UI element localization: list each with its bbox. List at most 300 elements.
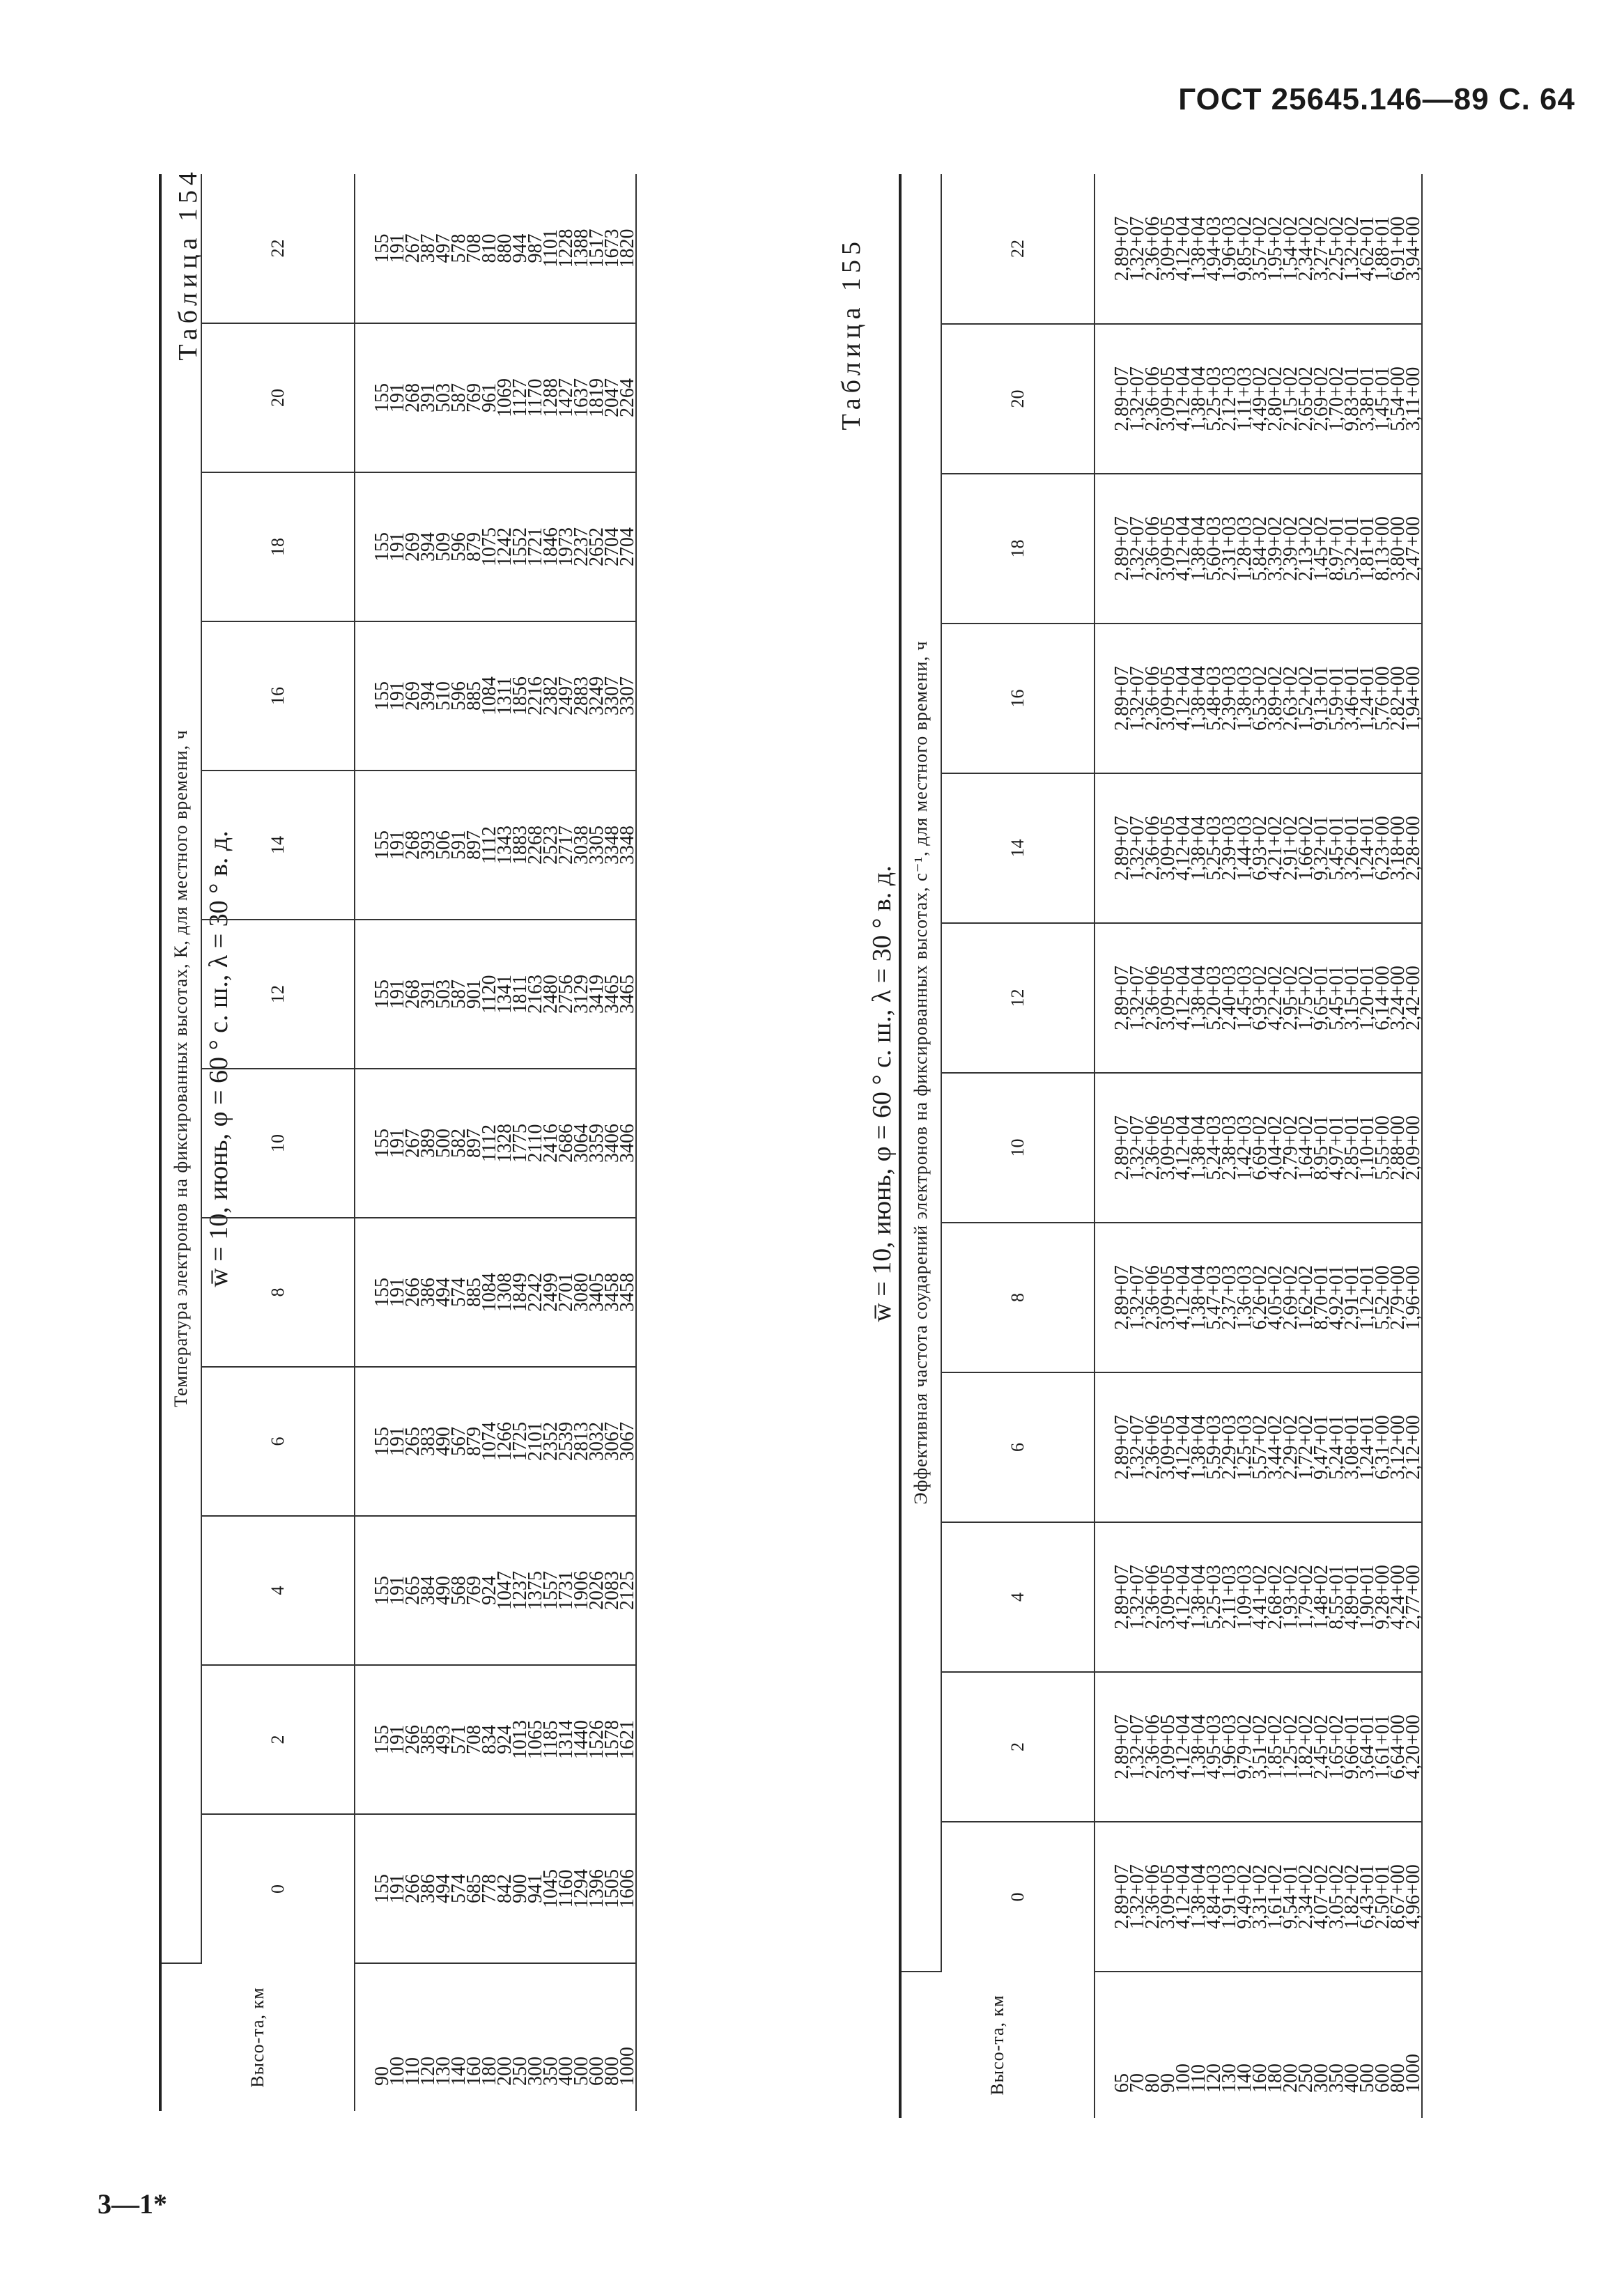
table-cell: 4,12+04 xyxy=(1173,816,1194,881)
table-cell: 3249 xyxy=(586,676,608,715)
table-cell: 191 xyxy=(387,1576,408,1605)
table-cell: 1,38+04 xyxy=(1188,1864,1209,1929)
table-cell: 2,36+06 xyxy=(1142,1115,1163,1180)
altitude-value: 120 xyxy=(417,2057,439,2086)
table-cell: 9,47+01 xyxy=(1310,1415,1332,1480)
table-cell: 2110 xyxy=(525,1124,546,1163)
hour-header: 12 xyxy=(201,920,355,1069)
table-cell: 9,49+02 xyxy=(1234,1864,1255,1929)
table-cell: 3,94+00 xyxy=(1402,216,1424,281)
table-cell: 3,09+05 xyxy=(1157,516,1179,581)
table-cell: 4,12+04 xyxy=(1173,1115,1194,1180)
table-cell: 2756 xyxy=(555,975,577,1014)
table-cell: 2,89+07 xyxy=(1111,1265,1133,1330)
table-cell: 4,96+00 xyxy=(1402,1864,1424,1929)
altitude-value: 250 xyxy=(1295,2064,1317,2093)
hour-header: 0 xyxy=(941,1822,1095,1972)
table-cell: 2,89+07 xyxy=(1111,1115,1133,1180)
table-cell: 1,25+03 xyxy=(1234,1415,1255,1480)
table-cell: 1,32+07 xyxy=(1127,216,1148,281)
table-cell: 1,32+07 xyxy=(1127,816,1148,881)
table-cell: 3458 xyxy=(617,1273,638,1312)
table-cell: 1069 xyxy=(494,378,516,417)
table-cell: 3,27+02 xyxy=(1310,216,1332,281)
table-cell: 2,28+00 xyxy=(1402,816,1424,881)
table-cell: 1846 xyxy=(540,527,562,566)
value-column xyxy=(1095,1073,1422,1223)
table-cell: 2416 xyxy=(540,1124,562,1163)
table-cell: 924 xyxy=(479,1576,500,1605)
altitude-value: 180 xyxy=(1265,2064,1286,2093)
table-cell: 2,31+03 xyxy=(1219,516,1240,581)
table-cell: 2264 xyxy=(617,378,638,417)
table-cell: 1,38+04 xyxy=(1188,816,1209,881)
altitude-value: 180 xyxy=(479,2057,500,2086)
table-cell: 1,79+02 xyxy=(1295,1565,1317,1629)
table-cell: 4,24+00 xyxy=(1387,1565,1409,1629)
table-154 xyxy=(159,174,637,2111)
table-cell: 1849 xyxy=(509,1273,531,1312)
table-cell: 3348 xyxy=(617,826,638,865)
altitude-value: 160 xyxy=(1249,2064,1271,2093)
altitude-value: 90 xyxy=(371,2066,393,2086)
table-cell: 9,83+01 xyxy=(1341,366,1363,431)
table-cell: 2268 xyxy=(525,826,546,865)
table-cell: 3,09+05 xyxy=(1157,366,1179,431)
table-cell: 1074 xyxy=(479,1422,500,1461)
altitude-value: 350 xyxy=(1326,2064,1347,2093)
table-cell: 1237 xyxy=(509,1571,531,1610)
table-cell: 1,38+04 xyxy=(1188,1415,1209,1480)
table-cell: 3038 xyxy=(571,826,592,865)
table-cell: 1526 xyxy=(586,1720,608,1759)
table-cell: 1,95+02 xyxy=(1265,216,1286,281)
table-cell: 3,51+02 xyxy=(1249,1714,1271,1779)
table-cell: 1328 xyxy=(494,1124,516,1163)
table-cell: 191 xyxy=(387,1427,408,1456)
table-cell: 1819 xyxy=(586,378,608,417)
table-cell: 155 xyxy=(371,1874,393,1903)
table-cell: 389 xyxy=(417,1129,439,1158)
table-cell: 1,90+01 xyxy=(1356,1565,1378,1629)
table-cell: 9,13+01 xyxy=(1310,666,1332,731)
table-cell: 897 xyxy=(463,830,485,860)
table-cell: 2,15+02 xyxy=(1280,366,1301,431)
table-cell: 3032 xyxy=(586,1422,608,1461)
table-cell: 3067 xyxy=(601,1422,623,1461)
table-cell: 1,45+02 xyxy=(1310,516,1332,581)
table-cell: 879 xyxy=(463,1427,485,1456)
table-cell: 2163 xyxy=(525,975,546,1014)
table-cell: 3,89+02 xyxy=(1265,666,1286,731)
table-cell: 3,09+05 xyxy=(1157,1714,1179,1779)
table-cell: 1,61+02 xyxy=(1265,1864,1286,1929)
table-cell: 4,07+02 xyxy=(1310,1864,1332,1929)
altitude-value: 70 xyxy=(1127,2073,1148,2093)
table-cell: 1,32+02 xyxy=(1341,216,1363,281)
hour-header: 22 xyxy=(201,174,355,323)
hour-header: 20 xyxy=(201,323,355,472)
table-cell: 4,12+04 xyxy=(1173,666,1194,731)
table-cell: 5,32+01 xyxy=(1341,516,1363,581)
table-cell: 879 xyxy=(463,532,485,562)
table-cell: 1505 xyxy=(601,1869,623,1908)
table-cell: 2,29+02 xyxy=(1280,1415,1301,1480)
table-cell: 2,91+02 xyxy=(1280,816,1301,881)
table-cell: 1242 xyxy=(494,527,516,566)
table-cell: 2,36+06 xyxy=(1142,966,1163,1030)
table-cell: 394 xyxy=(417,681,439,711)
table-cell: 1,12+01 xyxy=(1356,1265,1378,1330)
table-cell: 1,25+02 xyxy=(1280,1714,1301,1779)
table-cell: 386 xyxy=(417,1278,439,1307)
table-cell: 9,54+01 xyxy=(1280,1864,1301,1929)
table-cell: 2883 xyxy=(571,676,592,715)
table-cell: 1047 xyxy=(494,1571,516,1610)
table-cell: 4,12+04 xyxy=(1173,1415,1194,1480)
table-cell: 1673 xyxy=(601,229,623,268)
value-column xyxy=(355,1665,636,1814)
altitude-value: 600 xyxy=(586,2057,608,2086)
table-cell: 5,57+02 xyxy=(1249,1415,1271,1480)
value-column xyxy=(355,621,636,771)
table-cell: 155 xyxy=(371,1576,393,1605)
hour-header: 14 xyxy=(201,771,355,920)
altitude-value: 1000 xyxy=(1402,2054,1424,2093)
altitude-value: 1000 xyxy=(617,2047,638,2086)
hour-header: 16 xyxy=(941,624,1095,773)
table-cell: 3,09+05 xyxy=(1157,216,1179,281)
table-cell: 1883 xyxy=(509,826,531,865)
table-cell: 5,47+03 xyxy=(1203,1265,1225,1330)
table-cell: 2,63+02 xyxy=(1280,666,1301,731)
table-cell: 4,12+04 xyxy=(1173,1265,1194,1330)
table-cell: 5,84+02 xyxy=(1249,516,1271,581)
table-cell: 1,96+00 xyxy=(1402,1265,1424,1330)
value-column xyxy=(1095,624,1422,773)
table-cell: 1045 xyxy=(540,1869,562,1908)
table-cell: 842 xyxy=(494,1874,516,1903)
table-cell: 4,97+01 xyxy=(1326,1115,1347,1180)
table-154-block xyxy=(159,174,637,2111)
table-cell: 2,85+01 xyxy=(1341,1115,1363,1180)
table-cell: 2,79+00 xyxy=(1387,1265,1409,1330)
table-cell: 4,21+02 xyxy=(1265,816,1286,881)
table-cell: 268 xyxy=(402,383,424,412)
table-cell: 2237 xyxy=(571,527,592,566)
table-cell: 3,46+01 xyxy=(1341,666,1363,731)
table-cell: 2,12+00 xyxy=(1402,1415,1424,1480)
value-column xyxy=(1095,324,1422,474)
table-cell: 267 xyxy=(402,233,424,263)
table-cell: 1906 xyxy=(571,1571,592,1610)
table-cell: 2,36+06 xyxy=(1142,1714,1163,1779)
table-cell: 1637 xyxy=(571,378,592,417)
table-cell: 2,91+01 xyxy=(1341,1265,1363,1330)
hour-header: 8 xyxy=(201,1218,355,1367)
table-cell: 1,75+02 xyxy=(1295,966,1317,1030)
table-cell: 391 xyxy=(417,980,439,1009)
table-cell: 1,32+07 xyxy=(1127,966,1148,1030)
table-cell: 2047 xyxy=(601,378,623,417)
table-cell: 155 xyxy=(371,1129,393,1158)
table-cell: 1606 xyxy=(617,1869,638,1908)
table-cell: 506 xyxy=(433,830,454,860)
altitude-header: Высо-та, км xyxy=(900,1972,1095,2118)
value-column xyxy=(355,174,636,323)
table-cell: 4,12+04 xyxy=(1173,516,1194,581)
table-cell: 1557 xyxy=(540,1571,562,1610)
table-cell: 2,39+02 xyxy=(1280,516,1301,581)
table-cell: 944 xyxy=(509,233,531,263)
table-cell: 387 xyxy=(417,233,439,263)
table-cell: 1388 xyxy=(571,229,592,268)
table-cell: 2,89+07 xyxy=(1111,516,1133,581)
table-cell: 2,45+02 xyxy=(1310,1714,1332,1779)
table-cell: 1,52+02 xyxy=(1295,666,1317,731)
altitude-value: 140 xyxy=(448,2057,470,2086)
table-cell: 2,89+07 xyxy=(1111,1714,1133,1779)
altitude-column xyxy=(1095,1972,1422,2118)
table-cell: 2026 xyxy=(586,1571,608,1610)
table-cell: 2352 xyxy=(540,1422,562,1461)
table-cell: 1,82+02 xyxy=(1295,1714,1317,1779)
table-cell: 3,18+00 xyxy=(1387,816,1409,881)
table-cell: 4,12+04 xyxy=(1173,366,1194,431)
table-cell: 1,38+04 xyxy=(1188,966,1209,1030)
table-cell: 4,94+03 xyxy=(1203,216,1225,281)
table-cell: 2,37+03 xyxy=(1219,1265,1240,1330)
page-footer: 3—1* xyxy=(98,2188,167,2220)
table-cell: 2717 xyxy=(555,826,577,865)
table-cell: 269 xyxy=(402,681,424,711)
table-cell: 2,09+00 xyxy=(1402,1115,1424,1180)
altitude-value: 300 xyxy=(525,2057,546,2086)
table-cell: 2,89+07 xyxy=(1111,816,1133,881)
table-cell: 269 xyxy=(402,532,424,562)
table-cell: 3359 xyxy=(586,1124,608,1163)
table-cell: 2,89+07 xyxy=(1111,666,1133,731)
table-cell: 1314 xyxy=(555,1720,577,1759)
table-cell: 3,09+05 xyxy=(1157,666,1179,731)
table-cell: 267 xyxy=(402,1129,424,1158)
table-cell: 5,55+00 xyxy=(1372,1115,1393,1180)
table-155-number: Таблица 155 xyxy=(837,237,866,431)
table-cell: 1170 xyxy=(525,378,546,417)
table-cell: 3064 xyxy=(571,1124,592,1163)
table-cell: 1,32+07 xyxy=(1127,1714,1148,1779)
table-cell: 568 xyxy=(448,1576,470,1605)
table-cell: 2,88+00 xyxy=(1387,1115,1409,1180)
table-cell: 265 xyxy=(402,1576,424,1605)
table-cell: 266 xyxy=(402,1725,424,1754)
table-155-subtitle: w̅ = 10, июнь, φ = 60 ° с. ш., λ = 30 ° в. д. xyxy=(867,865,897,1322)
table-cell: 2,25+02 xyxy=(1326,216,1347,281)
table-cell: 3,38+01 xyxy=(1356,366,1378,431)
table-cell: 6,91+00 xyxy=(1387,216,1409,281)
value-column xyxy=(1095,474,1422,624)
table-cell: 510 xyxy=(433,681,454,711)
table-cell: 1,61+01 xyxy=(1372,1714,1393,1779)
table-cell: 391 xyxy=(417,383,439,412)
table-cell: 3,64+01 xyxy=(1356,1714,1378,1779)
table-cell: 2,82+00 xyxy=(1387,666,1409,731)
table-cell: 810 xyxy=(479,233,500,263)
table-cell: 1,32+07 xyxy=(1127,1864,1148,1929)
hour-header: 22 xyxy=(941,174,1095,324)
table-cell: 191 xyxy=(387,383,408,412)
table-cell: 4,49+02 xyxy=(1249,366,1271,431)
table-155-block xyxy=(899,174,1423,2118)
altitude-value: 400 xyxy=(1341,2064,1363,2093)
table-cell: 2,34+02 xyxy=(1295,1864,1317,1929)
table-cell: 1,82+02 xyxy=(1341,1864,1363,1929)
table-155-heading xyxy=(836,237,906,1951)
table-cell: 2539 xyxy=(555,1422,577,1461)
table-cell: 191 xyxy=(387,1278,408,1307)
table-cell: 191 xyxy=(387,980,408,1009)
table-cell: 4,92+01 xyxy=(1326,1265,1347,1330)
table-cell: 961 xyxy=(479,383,500,412)
table-cell: 1820 xyxy=(617,229,638,268)
altitude-value: 200 xyxy=(494,2057,516,2086)
table-cell: 1112 xyxy=(479,826,500,864)
table-cell: 1375 xyxy=(525,1571,546,1610)
table-cell: 155 xyxy=(371,532,393,562)
value-column xyxy=(1095,174,1422,324)
table-cell: 3,11+00 xyxy=(1402,366,1424,431)
table-cell: 8,55+01 xyxy=(1326,1565,1347,1629)
altitude-value: 110 xyxy=(402,2057,424,2086)
table-cell: 8,13+00 xyxy=(1372,516,1393,581)
table-cell: 1,24+01 xyxy=(1356,1415,1378,1480)
table-cell: 2,39+03 xyxy=(1219,666,1240,731)
table-cell: 490 xyxy=(433,1427,454,1456)
table-cell: 2,12+03 xyxy=(1219,366,1240,431)
table-cell: 6,31+00 xyxy=(1372,1415,1393,1480)
table-cell: 5,52+00 xyxy=(1372,1265,1393,1330)
table-cell: 3348 xyxy=(601,826,623,865)
table-cell: 885 xyxy=(463,681,485,711)
table-cell: 9,28+00 xyxy=(1372,1565,1393,1629)
table-cell: 1084 xyxy=(479,676,500,715)
table-cell: 2,95+02 xyxy=(1280,966,1301,1030)
table-cell: 3307 xyxy=(617,676,638,715)
table-cell: 9,85+02 xyxy=(1234,216,1255,281)
altitude-value: 500 xyxy=(571,2057,592,2086)
table-cell: 2,36+06 xyxy=(1142,1864,1163,1929)
table-cell: 2,69+02 xyxy=(1310,366,1332,431)
table-cell: 1,72+02 xyxy=(1295,1415,1317,1480)
table-cell: 2,34+02 xyxy=(1295,216,1317,281)
table-cell: 1228 xyxy=(555,229,577,268)
value-column xyxy=(355,1218,636,1367)
table-cell: 3,57+02 xyxy=(1249,216,1271,281)
table-cell: 3307 xyxy=(601,676,623,715)
hour-header: 18 xyxy=(201,472,355,621)
table-cell: 2,65+02 xyxy=(1295,366,1317,431)
table-cell: 1288 xyxy=(540,378,562,417)
table-cell: 5,25+03 xyxy=(1203,1565,1225,1629)
table-cell: 1,38+04 xyxy=(1188,666,1209,731)
table-cell: 490 xyxy=(433,1576,454,1605)
table-cell: 494 xyxy=(433,1278,454,1307)
table-cell: 1013 xyxy=(509,1720,531,1759)
table-154-number: Таблица 154 xyxy=(173,167,203,361)
table-cell: 2480 xyxy=(540,975,562,1014)
table-cell: 1075 xyxy=(479,527,500,566)
table-cell: 1065 xyxy=(525,1720,546,1759)
table-cell: 897 xyxy=(463,1129,485,1158)
table-cell: 2,13+02 xyxy=(1295,516,1317,581)
table-cell: 2,39+03 xyxy=(1219,816,1240,881)
table-cell: 3,26+01 xyxy=(1341,816,1363,881)
altitude-value: 200 xyxy=(1280,2064,1301,2093)
table-cell: 2,89+07 xyxy=(1111,1565,1133,1629)
table-cell: 9,65+01 xyxy=(1310,966,1332,1030)
table-cell: 6,23+00 xyxy=(1372,816,1393,881)
table-cell: 155 xyxy=(371,1278,393,1307)
table-cell: 6,26+02 xyxy=(1249,1265,1271,1330)
table-cell: 1,38+04 xyxy=(1188,1714,1209,1779)
value-column xyxy=(355,920,636,1069)
table-cell: 708 xyxy=(463,1725,485,1754)
table-caption: Эффективная частота соударений электронов на фиксированных высотах, с⁻¹, для местного времени, ч xyxy=(900,174,941,1972)
table-cell: 778 xyxy=(479,1874,500,1903)
hour-header: 12 xyxy=(941,923,1095,1073)
table-cell: 5,25+03 xyxy=(1203,366,1225,431)
table-cell: 3,09+05 xyxy=(1157,1864,1179,1929)
table-cell: 3419 xyxy=(586,975,608,1014)
table-cell: 4,95+03 xyxy=(1203,1714,1225,1779)
table-cell: 5,24+01 xyxy=(1326,1415,1347,1480)
table-caption: Температура электронов на фиксированных высотах, К, для местного времени, ч xyxy=(160,174,201,1963)
table-cell: 3465 xyxy=(601,975,623,1014)
table-cell: 9,66+01 xyxy=(1341,1714,1363,1779)
table-cell: 8,97+01 xyxy=(1326,516,1347,581)
table-cell: 1,32+07 xyxy=(1127,1565,1148,1629)
table-cell: 3,15+01 xyxy=(1341,966,1363,1030)
table-cell: 1,32+07 xyxy=(1127,666,1148,731)
table-cell: 1,38+04 xyxy=(1188,216,1209,281)
table-cell: 3,09+05 xyxy=(1157,1565,1179,1629)
table-cell: 1,44+03 xyxy=(1234,816,1255,881)
table-cell: 4,84+03 xyxy=(1203,1864,1225,1929)
table-cell: 494 xyxy=(433,1874,454,1903)
value-column xyxy=(1095,1522,1422,1672)
table-cell: 2101 xyxy=(525,1422,546,1461)
table-cell: 3,24+00 xyxy=(1387,966,1409,1030)
table-cell: 3,09+05 xyxy=(1157,1265,1179,1330)
table-cell: 1,45+03 xyxy=(1234,966,1255,1030)
hours-header-row xyxy=(201,174,355,2111)
value-column xyxy=(355,771,636,920)
table-cell: 574 xyxy=(448,1278,470,1307)
table-cell: 2,47+00 xyxy=(1402,516,1424,581)
table-cell: 1,96+03 xyxy=(1219,216,1240,281)
table-cell: 1,88+01 xyxy=(1372,216,1393,281)
table-cell: 9,79+02 xyxy=(1234,1714,1255,1779)
table-cell: 268 xyxy=(402,980,424,1009)
table-cell: 6,14+00 xyxy=(1372,966,1393,1030)
table-cell: 2,89+07 xyxy=(1111,216,1133,281)
table-cell: 1,66+02 xyxy=(1295,816,1317,881)
table-cell: 2,36+06 xyxy=(1142,666,1163,731)
table-cell: 1,09+03 xyxy=(1234,1565,1255,1629)
table-cell: 1343 xyxy=(494,826,516,865)
table-cell: 6,69+02 xyxy=(1249,1115,1271,1180)
table-cell: 9,32+01 xyxy=(1310,816,1332,881)
